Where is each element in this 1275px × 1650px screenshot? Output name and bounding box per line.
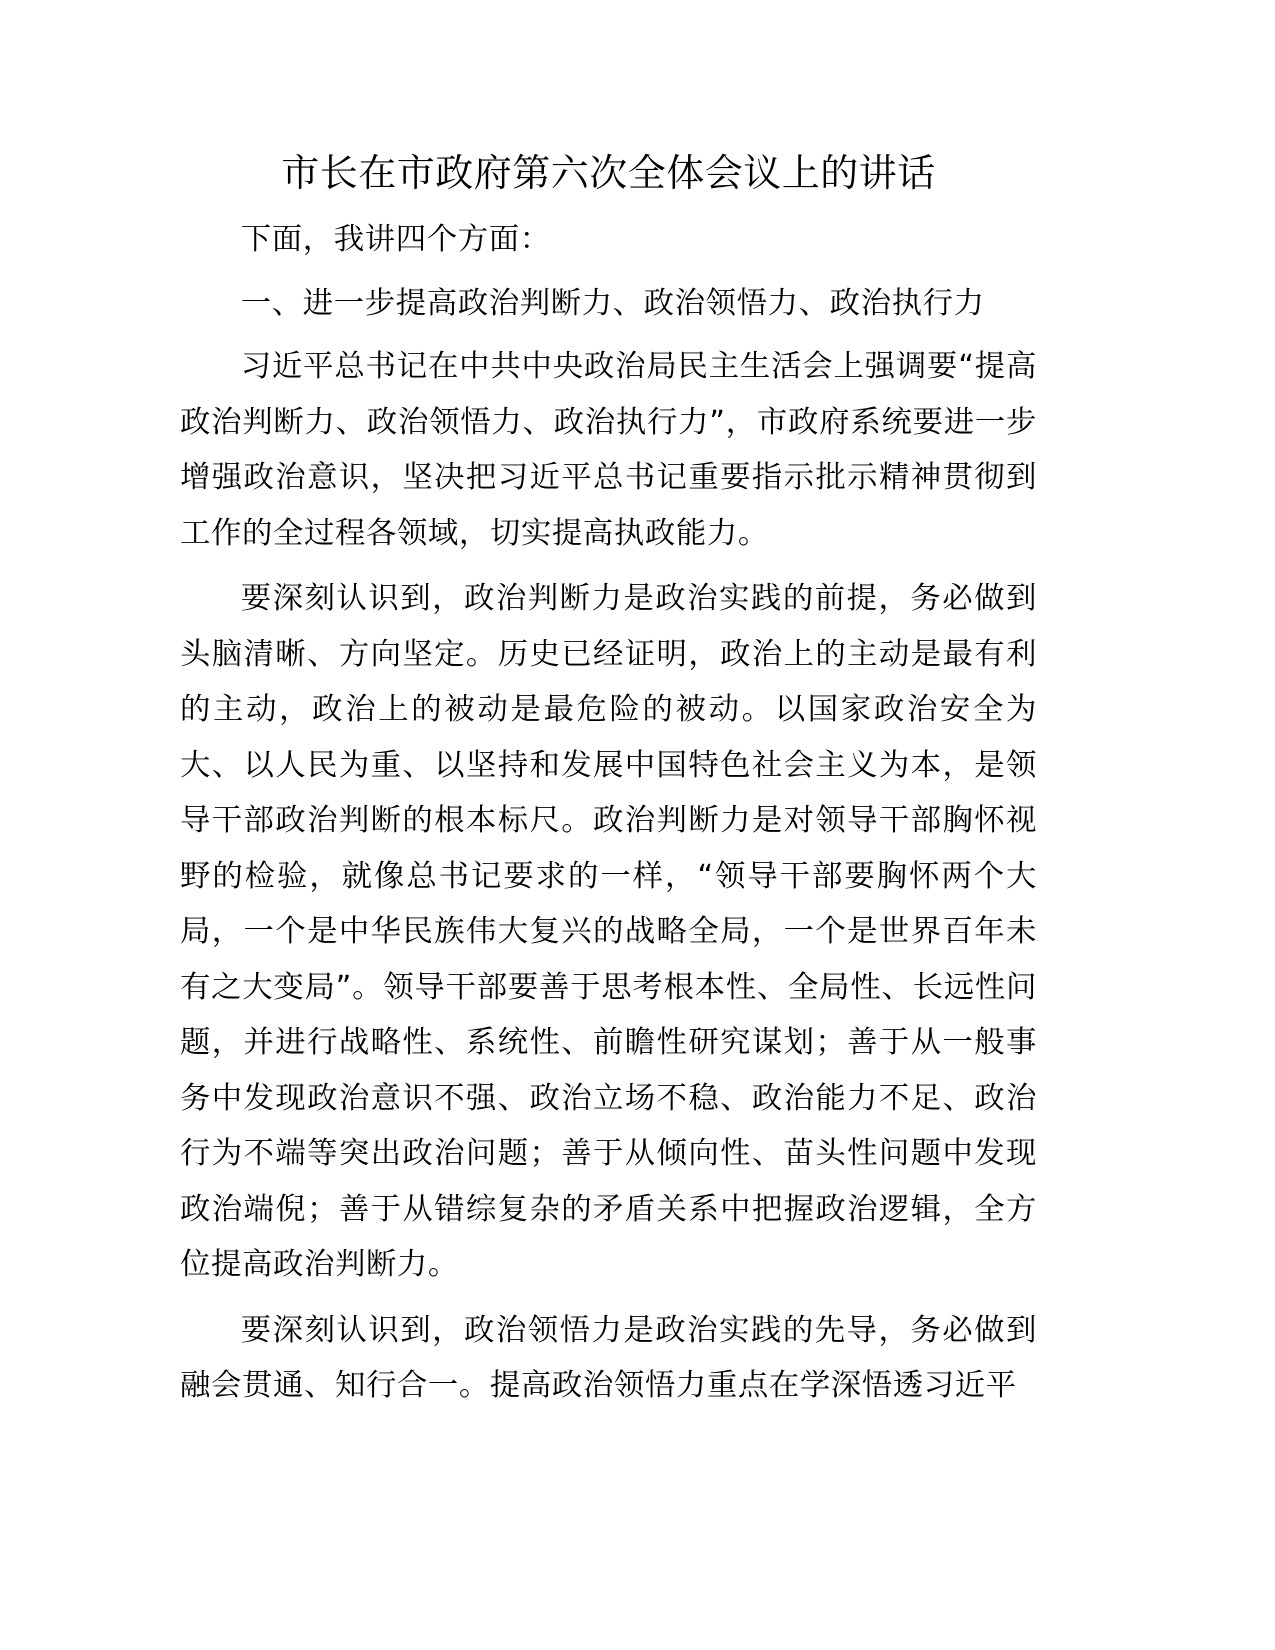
paragraph-3: 要深刻认识到，政治领悟力是政治实践的先导，务必做到融会贯通、知行合一。提高政治领悟力重点在学深悟透习近平 bbox=[180, 1312, 1037, 1403]
paragraph-1: 习近平总书记在中共中央政治局民主生活会上强调要“提高政治判断力、政治领悟力、政治执行力”，市政府系统要进一步增强政治意识，坚决把习近平总书记重要指示批示精神贯彻到工作的全过程各领域，切实提高执政能力。 bbox=[180, 349, 1037, 551]
paragraph-2: 要深刻认识到，政治判断力是政治实践的前提，务必做到头脑清晰、方向坚定。历史已经证明，政治上的主动是最有利的主动，政治上的被动是最危险的被动。以国家政治安全为大、以人民为重、以坚持和发展中国特色社会主义为本，是领导干部政治判断的根本标尺。政治判断力是对领导干部胸怀视野的检验，就像总书记要求的一样，“领导干部要胸怀两个大局，一个是中华民族伟大复兴的战略全局，一个是世界百年未有之大变局”。领导干部要善于思考根本性、全局性、长远性问题，并进行战略性、系统性、前瞻性研究谋划；善于从一般事务中发现政治意识不强、政治立场不稳、政治能力不足、政治行为不端等突出政治问题；善于从倾向性、苗头性问题中发现政治端倪；善于从错综复杂的矛盾关系中把握政治逻辑，全方位提高政治判断力。 bbox=[180, 581, 1037, 1282]
paragraph-intro: 下面，我讲四个方面： bbox=[240, 222, 551, 257]
document-title: 市长在市政府第六次全体会议上的讲话 bbox=[281, 151, 936, 195]
section-heading-1: 一、进一步提高政治判断力、政治领悟力、政治执行力 bbox=[240, 285, 985, 321]
document-body bbox=[180, 212, 1037, 1414]
